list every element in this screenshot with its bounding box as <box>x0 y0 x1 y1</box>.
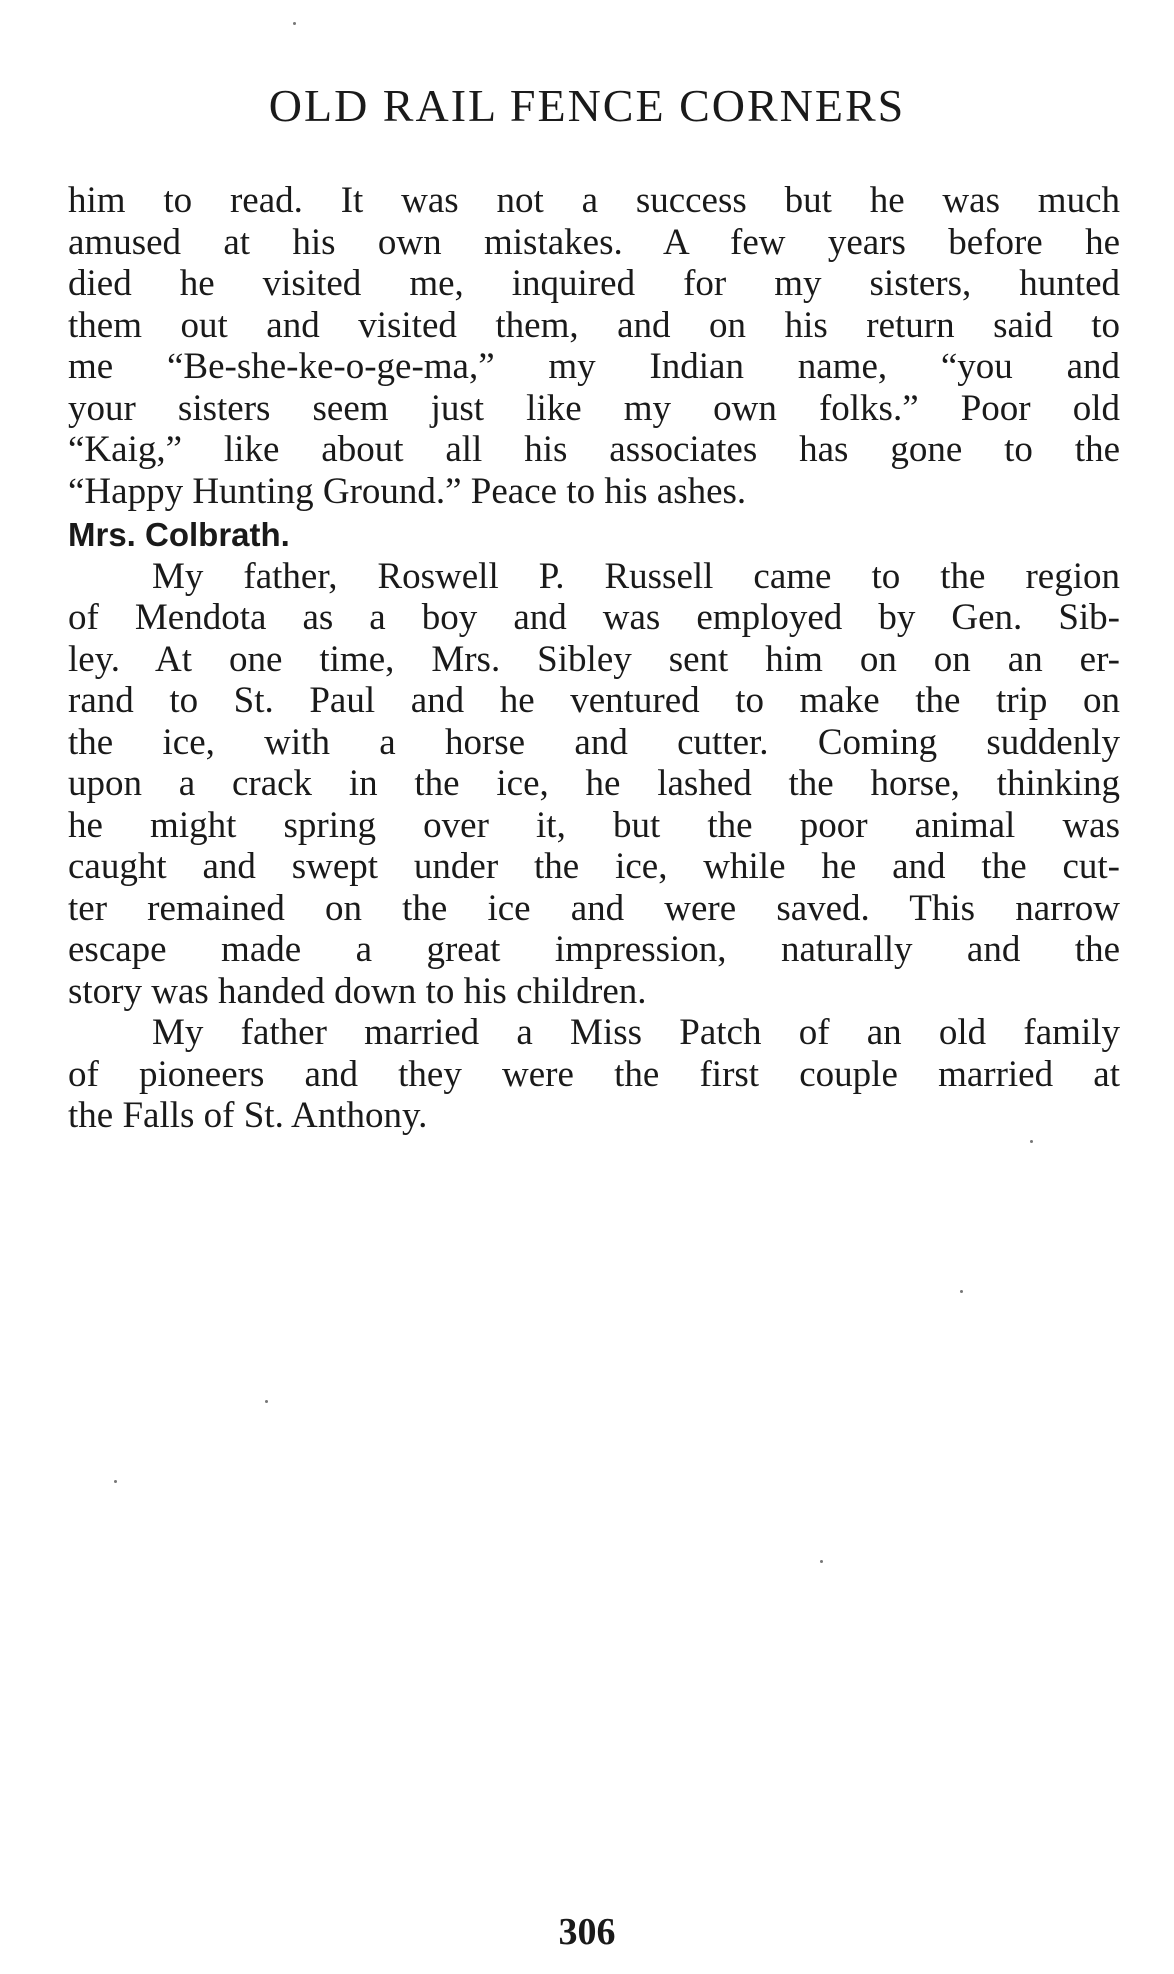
paper-speck <box>265 1400 268 1403</box>
speaker-heading: Mrs. Colbrath. <box>68 516 290 553</box>
paper-speck <box>293 22 296 25</box>
text-line: your sisters seem just like my own folks.” Poor old <box>68 387 1120 429</box>
paragraph-1 <box>68 180 1120 512</box>
running-title: OLD RAIL FENCE CORNERS <box>268 80 906 131</box>
paper-speck <box>960 1290 963 1293</box>
text-line: me “Be-she-ke-o-ge-ma,” my Indian name, “you and <box>68 346 1120 387</box>
text-line: “Kaig,” like about all his associates has gone to the <box>68 429 1120 470</box>
page-number: 306 <box>558 1911 616 1953</box>
text-line: caught and swept under the ice, while he and the cut- <box>68 846 1120 887</box>
text-line: My father married a Miss Patch of an old family <box>152 1012 1120 1053</box>
text-line: the Falls of St. Anthony. <box>68 1095 428 1136</box>
text-line: escape made a great impression, naturally and the <box>68 929 1120 970</box>
text-line: amused at his own mistakes. A few years before he <box>68 221 1120 263</box>
text-line: died he visited me, inquired for my sisters, hunted <box>68 263 1120 304</box>
text-line: My father, Roswell P. Russell came to the region <box>152 555 1120 597</box>
text-line: the ice, with a horse and cutter. Coming suddenly <box>68 721 1120 763</box>
text-line: of Mendota as a boy and was employed by Gen. Sib- <box>68 597 1120 638</box>
body-text <box>68 180 1120 1137</box>
paragraph-3 <box>68 1012 1120 1137</box>
text-line: ter remained on the ice and were saved. This narrow <box>68 887 1120 929</box>
text-line: them out and visited them, and on his return said to <box>68 304 1120 346</box>
text-line: rand to St. Paul and he ventured to make the trip on <box>68 680 1120 721</box>
paper-speck <box>1030 1140 1033 1143</box>
text-line: he might spring over it, but the poor animal was <box>68 804 1120 846</box>
text-line: him to read. It was not a success but he was much <box>68 180 1120 221</box>
text-line: ley. At one time, Mrs. Sibley sent him on on an er- <box>68 638 1120 680</box>
text-line: of pioneers and they were the first couple married at <box>68 1053 1120 1095</box>
paragraph-2 <box>68 556 1120 1013</box>
paper-speck <box>820 1560 823 1563</box>
paper-speck <box>114 1480 117 1483</box>
text-line: upon a crack in the ice, he lashed the horse, thinking <box>68 763 1120 804</box>
text-line: story was handed down to his children. <box>68 970 647 1012</box>
text-line: “Happy Hunting Ground.” Peace to his ashes. <box>68 470 747 512</box>
